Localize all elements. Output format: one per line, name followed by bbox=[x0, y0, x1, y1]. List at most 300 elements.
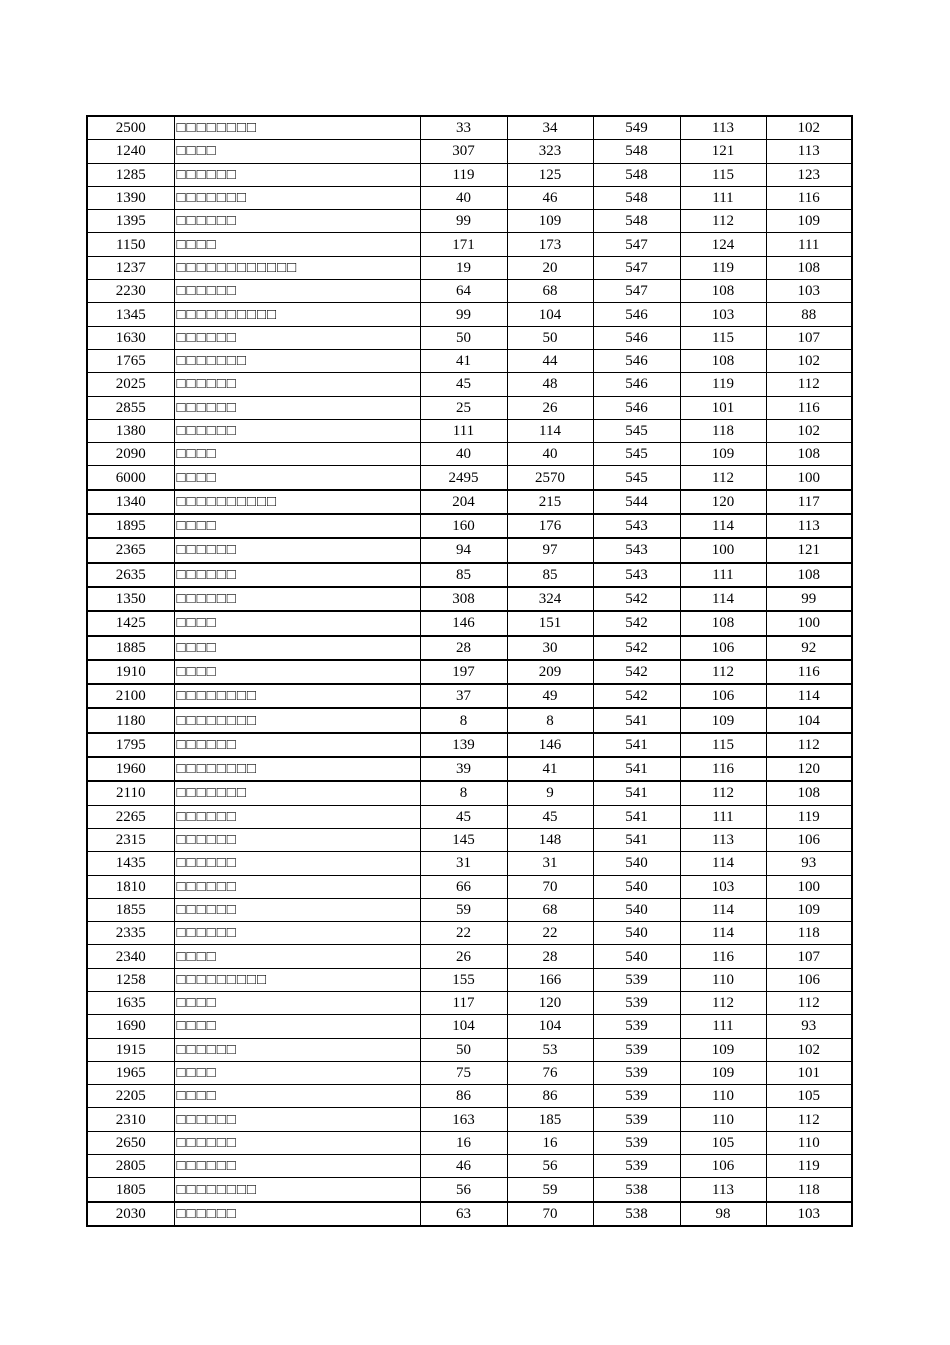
value-cell-2: 34 bbox=[507, 116, 593, 140]
code-cell: 1340 bbox=[87, 490, 174, 514]
table-row bbox=[87, 563, 852, 587]
value-cell-4: 114 bbox=[680, 514, 766, 538]
value-cell-2: 41 bbox=[507, 757, 593, 781]
value-cell-1: 50 bbox=[420, 326, 507, 349]
value-cell-4: 114 bbox=[680, 587, 766, 611]
value-cell-1: 86 bbox=[420, 1085, 507, 1108]
value-cell-2: 59 bbox=[507, 1178, 593, 1202]
value-cell-2: 151 bbox=[507, 611, 593, 635]
table-row bbox=[87, 140, 852, 163]
value-cell-5: 109 bbox=[766, 210, 852, 233]
value-cell-3: 543 bbox=[593, 538, 680, 562]
table-row bbox=[87, 349, 852, 372]
value-cell-3: 546 bbox=[593, 396, 680, 419]
value-cell-5: 112 bbox=[766, 373, 852, 396]
code-cell: 1237 bbox=[87, 256, 174, 279]
table-row bbox=[87, 210, 852, 233]
table-row bbox=[87, 1015, 852, 1038]
value-cell-1: 37 bbox=[420, 684, 507, 708]
value-cell-1: 104 bbox=[420, 1015, 507, 1038]
value-cell-2: 9 bbox=[507, 781, 593, 805]
value-cell-4: 120 bbox=[680, 490, 766, 514]
table-row bbox=[87, 733, 852, 757]
table-row bbox=[87, 1202, 852, 1226]
value-cell-3: 540 bbox=[593, 875, 680, 898]
name-cell: □□□□□□□□ bbox=[174, 116, 420, 140]
value-cell-4: 112 bbox=[680, 991, 766, 1014]
name-cell: □□□□ bbox=[174, 945, 420, 968]
data-table bbox=[86, 115, 853, 1227]
table-row bbox=[87, 1178, 852, 1202]
value-cell-3: 541 bbox=[593, 708, 680, 732]
value-cell-2: 104 bbox=[507, 303, 593, 326]
name-cell: □□□□□□□□□□ bbox=[174, 490, 420, 514]
value-cell-1: 66 bbox=[420, 875, 507, 898]
name-cell: □□□□□□ bbox=[174, 733, 420, 757]
value-cell-5: 114 bbox=[766, 684, 852, 708]
code-cell: 1150 bbox=[87, 233, 174, 256]
value-cell-1: 111 bbox=[420, 419, 507, 442]
value-cell-4: 109 bbox=[680, 443, 766, 466]
spreadsheet-page bbox=[86, 115, 853, 1227]
value-cell-1: 33 bbox=[420, 116, 507, 140]
name-cell: □□□□□□ bbox=[174, 1038, 420, 1061]
value-cell-2: 70 bbox=[507, 875, 593, 898]
value-cell-2: 70 bbox=[507, 1202, 593, 1226]
value-cell-2: 209 bbox=[507, 660, 593, 684]
code-cell: 2205 bbox=[87, 1085, 174, 1108]
value-cell-4: 103 bbox=[680, 875, 766, 898]
value-cell-5: 99 bbox=[766, 587, 852, 611]
value-cell-1: 163 bbox=[420, 1108, 507, 1131]
value-cell-3: 547 bbox=[593, 280, 680, 303]
value-cell-3: 546 bbox=[593, 326, 680, 349]
value-cell-4: 113 bbox=[680, 116, 766, 140]
value-cell-5: 116 bbox=[766, 396, 852, 419]
value-cell-1: 197 bbox=[420, 660, 507, 684]
code-cell: 2855 bbox=[87, 396, 174, 419]
value-cell-3: 541 bbox=[593, 781, 680, 805]
value-cell-1: 59 bbox=[420, 898, 507, 921]
table-row bbox=[87, 757, 852, 781]
value-cell-4: 106 bbox=[680, 636, 766, 660]
table-row bbox=[87, 1131, 852, 1154]
value-cell-4: 111 bbox=[680, 1015, 766, 1038]
name-cell: □□□□□□ bbox=[174, 805, 420, 828]
value-cell-4: 112 bbox=[680, 781, 766, 805]
code-cell: 2230 bbox=[87, 280, 174, 303]
value-cell-5: 123 bbox=[766, 163, 852, 186]
value-cell-5: 119 bbox=[766, 1155, 852, 1178]
code-cell: 1885 bbox=[87, 636, 174, 660]
value-cell-1: 64 bbox=[420, 280, 507, 303]
value-cell-2: 56 bbox=[507, 1155, 593, 1178]
value-cell-4: 113 bbox=[680, 1178, 766, 1202]
value-cell-1: 31 bbox=[420, 852, 507, 875]
table-row bbox=[87, 1061, 852, 1084]
name-cell: □□□□□□□□□□□□ bbox=[174, 256, 420, 279]
value-cell-1: 45 bbox=[420, 373, 507, 396]
name-cell: □□□□□□ bbox=[174, 1155, 420, 1178]
value-cell-3: 540 bbox=[593, 945, 680, 968]
value-cell-1: 22 bbox=[420, 922, 507, 945]
value-cell-5: 105 bbox=[766, 1085, 852, 1108]
table-row bbox=[87, 922, 852, 945]
value-cell-5: 117 bbox=[766, 490, 852, 514]
value-cell-1: 8 bbox=[420, 708, 507, 732]
value-cell-4: 111 bbox=[680, 805, 766, 828]
code-cell: 1810 bbox=[87, 875, 174, 898]
value-cell-3: 545 bbox=[593, 419, 680, 442]
value-cell-5: 116 bbox=[766, 660, 852, 684]
value-cell-2: 68 bbox=[507, 898, 593, 921]
value-cell-3: 543 bbox=[593, 514, 680, 538]
value-cell-4: 116 bbox=[680, 757, 766, 781]
value-cell-3: 546 bbox=[593, 349, 680, 372]
value-cell-4: 114 bbox=[680, 852, 766, 875]
value-cell-4: 98 bbox=[680, 1202, 766, 1226]
value-cell-5: 111 bbox=[766, 233, 852, 256]
name-cell: □□□□□□ bbox=[174, 563, 420, 587]
code-cell: 1855 bbox=[87, 898, 174, 921]
code-cell: 1690 bbox=[87, 1015, 174, 1038]
value-cell-5: 93 bbox=[766, 1015, 852, 1038]
value-cell-3: 542 bbox=[593, 684, 680, 708]
value-cell-2: 46 bbox=[507, 186, 593, 209]
table-row bbox=[87, 514, 852, 538]
value-cell-4: 106 bbox=[680, 684, 766, 708]
code-cell: 1390 bbox=[87, 186, 174, 209]
value-cell-5: 88 bbox=[766, 303, 852, 326]
code-cell: 1395 bbox=[87, 210, 174, 233]
table-row bbox=[87, 611, 852, 635]
table-row bbox=[87, 1108, 852, 1131]
value-cell-3: 542 bbox=[593, 611, 680, 635]
code-cell: 1805 bbox=[87, 1178, 174, 1202]
value-cell-3: 539 bbox=[593, 1155, 680, 1178]
name-cell: □□□□ bbox=[174, 466, 420, 490]
value-cell-5: 92 bbox=[766, 636, 852, 660]
name-cell: □□□□□□ bbox=[174, 326, 420, 349]
value-cell-5: 118 bbox=[766, 1178, 852, 1202]
value-cell-2: 50 bbox=[507, 326, 593, 349]
name-cell: □□□□□□ bbox=[174, 828, 420, 851]
value-cell-1: 50 bbox=[420, 1038, 507, 1061]
table-row bbox=[87, 708, 852, 732]
value-cell-4: 112 bbox=[680, 210, 766, 233]
value-cell-2: 28 bbox=[507, 945, 593, 968]
value-cell-1: 39 bbox=[420, 757, 507, 781]
value-cell-4: 116 bbox=[680, 945, 766, 968]
value-cell-5: 101 bbox=[766, 1061, 852, 1084]
code-cell: 1240 bbox=[87, 140, 174, 163]
value-cell-2: 22 bbox=[507, 922, 593, 945]
value-cell-1: 40 bbox=[420, 443, 507, 466]
value-cell-1: 99 bbox=[420, 303, 507, 326]
value-cell-1: 16 bbox=[420, 1131, 507, 1154]
value-cell-3: 539 bbox=[593, 1038, 680, 1061]
value-cell-1: 145 bbox=[420, 828, 507, 851]
code-cell: 1895 bbox=[87, 514, 174, 538]
name-cell: □□□□□□ bbox=[174, 210, 420, 233]
value-cell-2: 49 bbox=[507, 684, 593, 708]
code-cell: 1425 bbox=[87, 611, 174, 635]
value-cell-1: 28 bbox=[420, 636, 507, 660]
value-cell-5: 108 bbox=[766, 781, 852, 805]
value-cell-2: 148 bbox=[507, 828, 593, 851]
code-cell: 1765 bbox=[87, 349, 174, 372]
table-row bbox=[87, 490, 852, 514]
code-cell: 1350 bbox=[87, 587, 174, 611]
code-cell: 2100 bbox=[87, 684, 174, 708]
table-row bbox=[87, 875, 852, 898]
value-cell-2: 109 bbox=[507, 210, 593, 233]
value-cell-2: 176 bbox=[507, 514, 593, 538]
name-cell: □□□□□□□□ bbox=[174, 684, 420, 708]
table-row bbox=[87, 419, 852, 442]
name-cell: □□□□□□ bbox=[174, 587, 420, 611]
name-cell: □□□□□□ bbox=[174, 922, 420, 945]
value-cell-5: 116 bbox=[766, 186, 852, 209]
name-cell: □□□□□□□ bbox=[174, 186, 420, 209]
value-cell-2: 173 bbox=[507, 233, 593, 256]
name-cell: □□□□□□□ bbox=[174, 781, 420, 805]
code-cell: 2090 bbox=[87, 443, 174, 466]
value-cell-5: 113 bbox=[766, 514, 852, 538]
code-cell: 1435 bbox=[87, 852, 174, 875]
value-cell-3: 548 bbox=[593, 186, 680, 209]
value-cell-2: 2570 bbox=[507, 466, 593, 490]
value-cell-1: 308 bbox=[420, 587, 507, 611]
value-cell-2: 20 bbox=[507, 256, 593, 279]
code-cell: 2650 bbox=[87, 1131, 174, 1154]
value-cell-2: 166 bbox=[507, 968, 593, 991]
name-cell: □□□□□□ bbox=[174, 280, 420, 303]
code-cell: 2805 bbox=[87, 1155, 174, 1178]
code-cell: 2500 bbox=[87, 116, 174, 140]
value-cell-4: 113 bbox=[680, 828, 766, 851]
value-cell-2: 53 bbox=[507, 1038, 593, 1061]
value-cell-2: 30 bbox=[507, 636, 593, 660]
code-cell: 1635 bbox=[87, 991, 174, 1014]
value-cell-5: 108 bbox=[766, 443, 852, 466]
name-cell: □□□□ bbox=[174, 1061, 420, 1084]
value-cell-4: 121 bbox=[680, 140, 766, 163]
value-cell-3: 541 bbox=[593, 733, 680, 757]
code-cell: 1345 bbox=[87, 303, 174, 326]
table-row bbox=[87, 373, 852, 396]
code-cell: 1910 bbox=[87, 660, 174, 684]
value-cell-4: 111 bbox=[680, 186, 766, 209]
table-row bbox=[87, 186, 852, 209]
value-cell-2: 85 bbox=[507, 563, 593, 587]
value-cell-5: 120 bbox=[766, 757, 852, 781]
value-cell-4: 115 bbox=[680, 326, 766, 349]
name-cell: □□□□ bbox=[174, 991, 420, 1014]
value-cell-5: 106 bbox=[766, 968, 852, 991]
value-cell-5: 112 bbox=[766, 1108, 852, 1131]
table-row bbox=[87, 303, 852, 326]
name-cell: □□□□ bbox=[174, 636, 420, 660]
value-cell-3: 538 bbox=[593, 1178, 680, 1202]
value-cell-5: 121 bbox=[766, 538, 852, 562]
table-row bbox=[87, 587, 852, 611]
value-cell-4: 100 bbox=[680, 538, 766, 562]
value-cell-3: 544 bbox=[593, 490, 680, 514]
value-cell-1: 155 bbox=[420, 968, 507, 991]
value-cell-1: 204 bbox=[420, 490, 507, 514]
name-cell: □□□□□□ bbox=[174, 1108, 420, 1131]
value-cell-4: 119 bbox=[680, 373, 766, 396]
value-cell-3: 549 bbox=[593, 116, 680, 140]
table-row bbox=[87, 636, 852, 660]
value-cell-4: 110 bbox=[680, 968, 766, 991]
value-cell-4: 106 bbox=[680, 1155, 766, 1178]
table-row bbox=[87, 828, 852, 851]
code-cell: 1380 bbox=[87, 419, 174, 442]
code-cell: 1795 bbox=[87, 733, 174, 757]
value-cell-5: 110 bbox=[766, 1131, 852, 1154]
value-cell-1: 139 bbox=[420, 733, 507, 757]
value-cell-1: 63 bbox=[420, 1202, 507, 1226]
value-cell-2: 76 bbox=[507, 1061, 593, 1084]
value-cell-5: 112 bbox=[766, 991, 852, 1014]
code-cell: 2365 bbox=[87, 538, 174, 562]
name-cell: □□□□□□ bbox=[174, 163, 420, 186]
table-row bbox=[87, 781, 852, 805]
value-cell-2: 185 bbox=[507, 1108, 593, 1131]
value-cell-2: 120 bbox=[507, 991, 593, 1014]
value-cell-3: 543 bbox=[593, 563, 680, 587]
value-cell-1: 45 bbox=[420, 805, 507, 828]
value-cell-1: 117 bbox=[420, 991, 507, 1014]
value-cell-5: 93 bbox=[766, 852, 852, 875]
value-cell-4: 109 bbox=[680, 1061, 766, 1084]
value-cell-3: 545 bbox=[593, 466, 680, 490]
value-cell-1: 2495 bbox=[420, 466, 507, 490]
value-cell-4: 118 bbox=[680, 419, 766, 442]
table-row bbox=[87, 256, 852, 279]
value-cell-5: 100 bbox=[766, 611, 852, 635]
code-cell: 2025 bbox=[87, 373, 174, 396]
value-cell-5: 113 bbox=[766, 140, 852, 163]
value-cell-1: 94 bbox=[420, 538, 507, 562]
value-cell-1: 56 bbox=[420, 1178, 507, 1202]
table-row bbox=[87, 1038, 852, 1061]
name-cell: □□□□□□ bbox=[174, 373, 420, 396]
name-cell: □□□□□□□□□ bbox=[174, 968, 420, 991]
value-cell-3: 548 bbox=[593, 163, 680, 186]
value-cell-2: 45 bbox=[507, 805, 593, 828]
value-cell-2: 323 bbox=[507, 140, 593, 163]
value-cell-3: 541 bbox=[593, 828, 680, 851]
value-cell-2: 68 bbox=[507, 280, 593, 303]
value-cell-3: 539 bbox=[593, 1108, 680, 1131]
value-cell-3: 542 bbox=[593, 587, 680, 611]
name-cell: □□□□□□ bbox=[174, 1131, 420, 1154]
name-cell: □□□□□□□□ bbox=[174, 757, 420, 781]
name-cell: □□□□ bbox=[174, 1085, 420, 1108]
table-row bbox=[87, 660, 852, 684]
value-cell-5: 109 bbox=[766, 898, 852, 921]
value-cell-2: 125 bbox=[507, 163, 593, 186]
value-cell-3: 538 bbox=[593, 1202, 680, 1226]
table-row bbox=[87, 991, 852, 1014]
code-cell: 1180 bbox=[87, 708, 174, 732]
table-row bbox=[87, 538, 852, 562]
value-cell-5: 118 bbox=[766, 922, 852, 945]
value-cell-1: 85 bbox=[420, 563, 507, 587]
code-cell: 2030 bbox=[87, 1202, 174, 1226]
value-cell-2: 8 bbox=[507, 708, 593, 732]
name-cell: □□□□ bbox=[174, 443, 420, 466]
value-cell-2: 215 bbox=[507, 490, 593, 514]
value-cell-5: 102 bbox=[766, 1038, 852, 1061]
value-cell-1: 171 bbox=[420, 233, 507, 256]
name-cell: □□□□□□ bbox=[174, 898, 420, 921]
name-cell: □□□□□□ bbox=[174, 538, 420, 562]
code-cell: 2110 bbox=[87, 781, 174, 805]
value-cell-3: 542 bbox=[593, 660, 680, 684]
value-cell-3: 548 bbox=[593, 140, 680, 163]
value-cell-4: 103 bbox=[680, 303, 766, 326]
value-cell-1: 119 bbox=[420, 163, 507, 186]
table-row bbox=[87, 1085, 852, 1108]
value-cell-4: 114 bbox=[680, 898, 766, 921]
table-row bbox=[87, 233, 852, 256]
value-cell-3: 541 bbox=[593, 805, 680, 828]
code-cell: 2310 bbox=[87, 1108, 174, 1131]
value-cell-3: 545 bbox=[593, 443, 680, 466]
value-cell-1: 307 bbox=[420, 140, 507, 163]
code-cell: 2340 bbox=[87, 945, 174, 968]
value-cell-2: 16 bbox=[507, 1131, 593, 1154]
name-cell: □□□□ bbox=[174, 660, 420, 684]
table-row bbox=[87, 116, 852, 140]
value-cell-3: 548 bbox=[593, 210, 680, 233]
value-cell-2: 44 bbox=[507, 349, 593, 372]
name-cell: □□□□□□□ bbox=[174, 349, 420, 372]
name-cell: □□□□□□ bbox=[174, 419, 420, 442]
value-cell-4: 109 bbox=[680, 1038, 766, 1061]
value-cell-1: 40 bbox=[420, 186, 507, 209]
name-cell: □□□□□□□□□□ bbox=[174, 303, 420, 326]
value-cell-3: 539 bbox=[593, 968, 680, 991]
code-cell: 1630 bbox=[87, 326, 174, 349]
value-cell-2: 26 bbox=[507, 396, 593, 419]
table-row bbox=[87, 968, 852, 991]
name-cell: □□□□ bbox=[174, 140, 420, 163]
table-row bbox=[87, 945, 852, 968]
value-cell-5: 108 bbox=[766, 256, 852, 279]
value-cell-4: 109 bbox=[680, 708, 766, 732]
name-cell: □□□□ bbox=[174, 1015, 420, 1038]
name-cell: □□□□ bbox=[174, 611, 420, 635]
value-cell-4: 110 bbox=[680, 1108, 766, 1131]
table-row bbox=[87, 805, 852, 828]
value-cell-4: 108 bbox=[680, 280, 766, 303]
value-cell-5: 112 bbox=[766, 733, 852, 757]
table-row bbox=[87, 326, 852, 349]
value-cell-1: 19 bbox=[420, 256, 507, 279]
value-cell-3: 539 bbox=[593, 1015, 680, 1038]
value-cell-3: 539 bbox=[593, 1131, 680, 1154]
name-cell: □□□□□□ bbox=[174, 1202, 420, 1226]
value-cell-5: 103 bbox=[766, 280, 852, 303]
code-cell: 2265 bbox=[87, 805, 174, 828]
value-cell-3: 547 bbox=[593, 256, 680, 279]
value-cell-4: 115 bbox=[680, 163, 766, 186]
